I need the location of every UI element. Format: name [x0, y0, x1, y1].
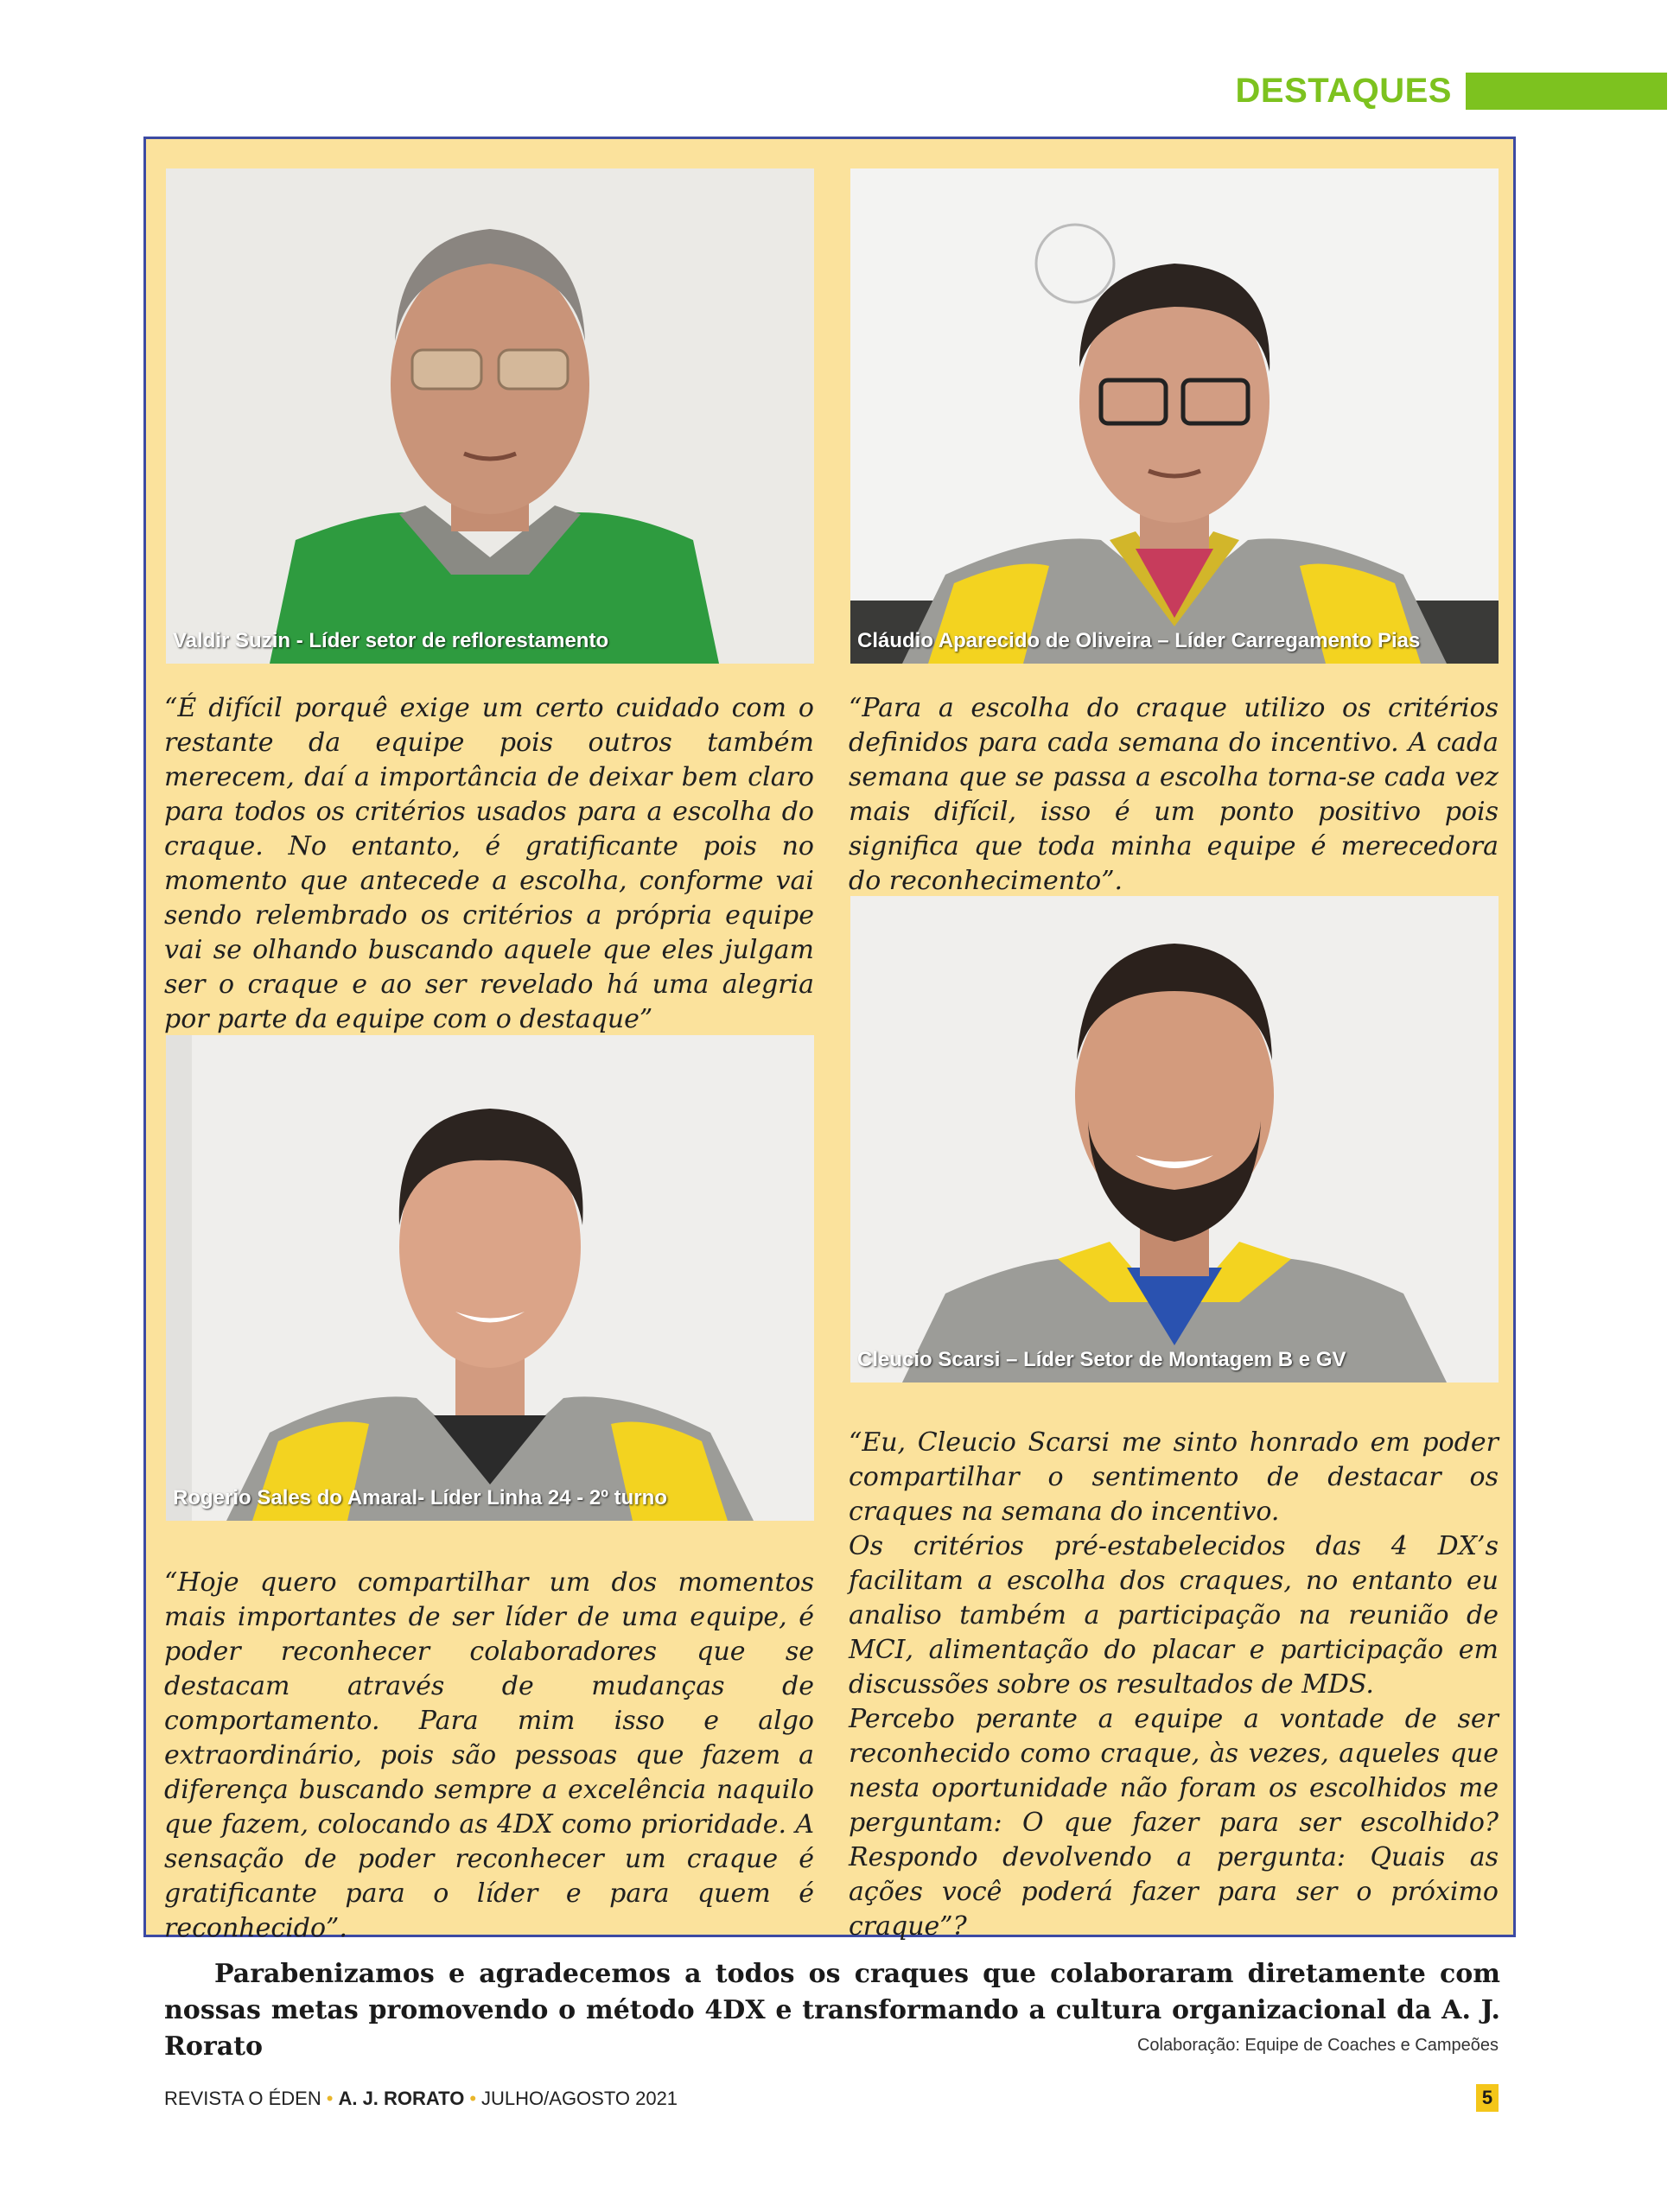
page-footer — [164, 2088, 678, 2110]
photo-claudio-aparecido — [850, 168, 1499, 664]
caption-claudio-aparecido: Cláudio Aparecido de Oliveira – Líder Carregamento Pias — [857, 629, 1421, 652]
portrait-illustration — [850, 168, 1499, 664]
quote-valdir-suzin — [164, 691, 814, 1037]
photo-rogerio-sales — [166, 1035, 814, 1521]
photo-cleucio-scarsi — [850, 896, 1499, 1382]
portrait-illustration — [166, 1035, 814, 1521]
quote-paragraph: Percebo perante a equipe a vontade de ser reconhecido como craque, às vezes, aqueles que nesta oportunidade não foram os escolhidos me perguntam: O que fazer para ser escolhido? Respondo devolvendo a pergunta: Quais as ações você poderá fazer para ser o próximo craque”? — [849, 1704, 1499, 1942]
quote-paragraph: “Eu, Cleucio Scarsi me sinto honrado em poder compartilhar o sentimento de destacar os craques na semana do incentivo. — [849, 1427, 1499, 1527]
quote-paragraph: “É difícil porquê exige um certo cuidado com o restante da equipe pois outros também merecem, daí a importância de deixar bem claro para todos os critérios usados para a escolha do craque. No entanto, é gratificante pois no momento que antecede a escolha, conforme vai sendo relembrado os critérios a própria equipe vai se olhando buscando aquele que eles julgam ser o craque e ao ser revelado há uma alegria por parte da equipe com o destaque” — [164, 693, 814, 1034]
portrait-illustration — [850, 896, 1499, 1382]
portrait-illustration — [166, 168, 814, 664]
credit-line: Colaboração: Equipe de Coaches e Campeões — [1136, 2036, 1499, 2055]
footer-brand: A. J. RORATO — [338, 2088, 465, 2109]
footer-separator: • — [469, 2088, 477, 2109]
section-accent-bar — [1466, 73, 1667, 110]
quote-rogerio-sales — [164, 1566, 814, 1946]
quote-cleucio-scarsi — [849, 1426, 1499, 1944]
quote-paragraph: “Para a escolha do craque utilizo os critérios definidos para cada semana do incentivo. A cada semana que se passa a escolha torna-se cada vez mais difícil, isso é um ponto positivo pois significa que toda minha equipe é merecedora do reconhecimento”. — [849, 693, 1499, 896]
section-title: DESTAQUES — [1235, 72, 1452, 110]
photo-valdir-suzin — [166, 168, 814, 664]
quote-paragraph: “Hoje quero compartilhar um dos momentos mais importantes de ser líder de uma equipe, é poder reconhecer colaboradores que se destacam através de mudanças de comportamento. Para mim isso e algo extraordinário, pois são pessoas que fazem a diferença buscando sempre a excelência naquilo que fazem, colocando as 4DX como prioridade. A sensação de poder reconhecer um craque é gratificante para o líder e para quem é reconhecido”. — [164, 1567, 814, 1943]
quote-paragraph: Os critérios pré-estabelecidos das 4 DX’s facilitam a escolha dos craques, no entanto eu analiso também a participação na reunião de MCI, alimentação do placar e participação em discussões sobre os resultados de MDS. — [849, 1531, 1499, 1700]
footer-separator: • — [326, 2088, 334, 2109]
caption-valdir-suzin: Valdir Suzin - Líder setor de reflorestamento — [173, 629, 609, 652]
footer-magazine: REVISTA O ÉDEN — [164, 2088, 321, 2109]
caption-cleucio-scarsi: Cleucio Scarsi – Líder Setor de Montagem B e GV — [857, 1348, 1346, 1371]
page-number: 5 — [1476, 2084, 1499, 2112]
caption-rogerio-sales: Rogerio Sales do Amaral- Líder Linha 24 - 2º turno — [173, 1486, 667, 1510]
quote-claudio-aparecido — [849, 691, 1499, 899]
footer-edition: JULHO/AGOSTO 2021 — [481, 2088, 678, 2109]
closing-statement: Parabenizamos e agradecemos a todos os craques que colaboraram diretamente com nossas metas promovendo o método 4DX e transformando a cultura organizacional da A. J. Rorato — [164, 1959, 1500, 2062]
